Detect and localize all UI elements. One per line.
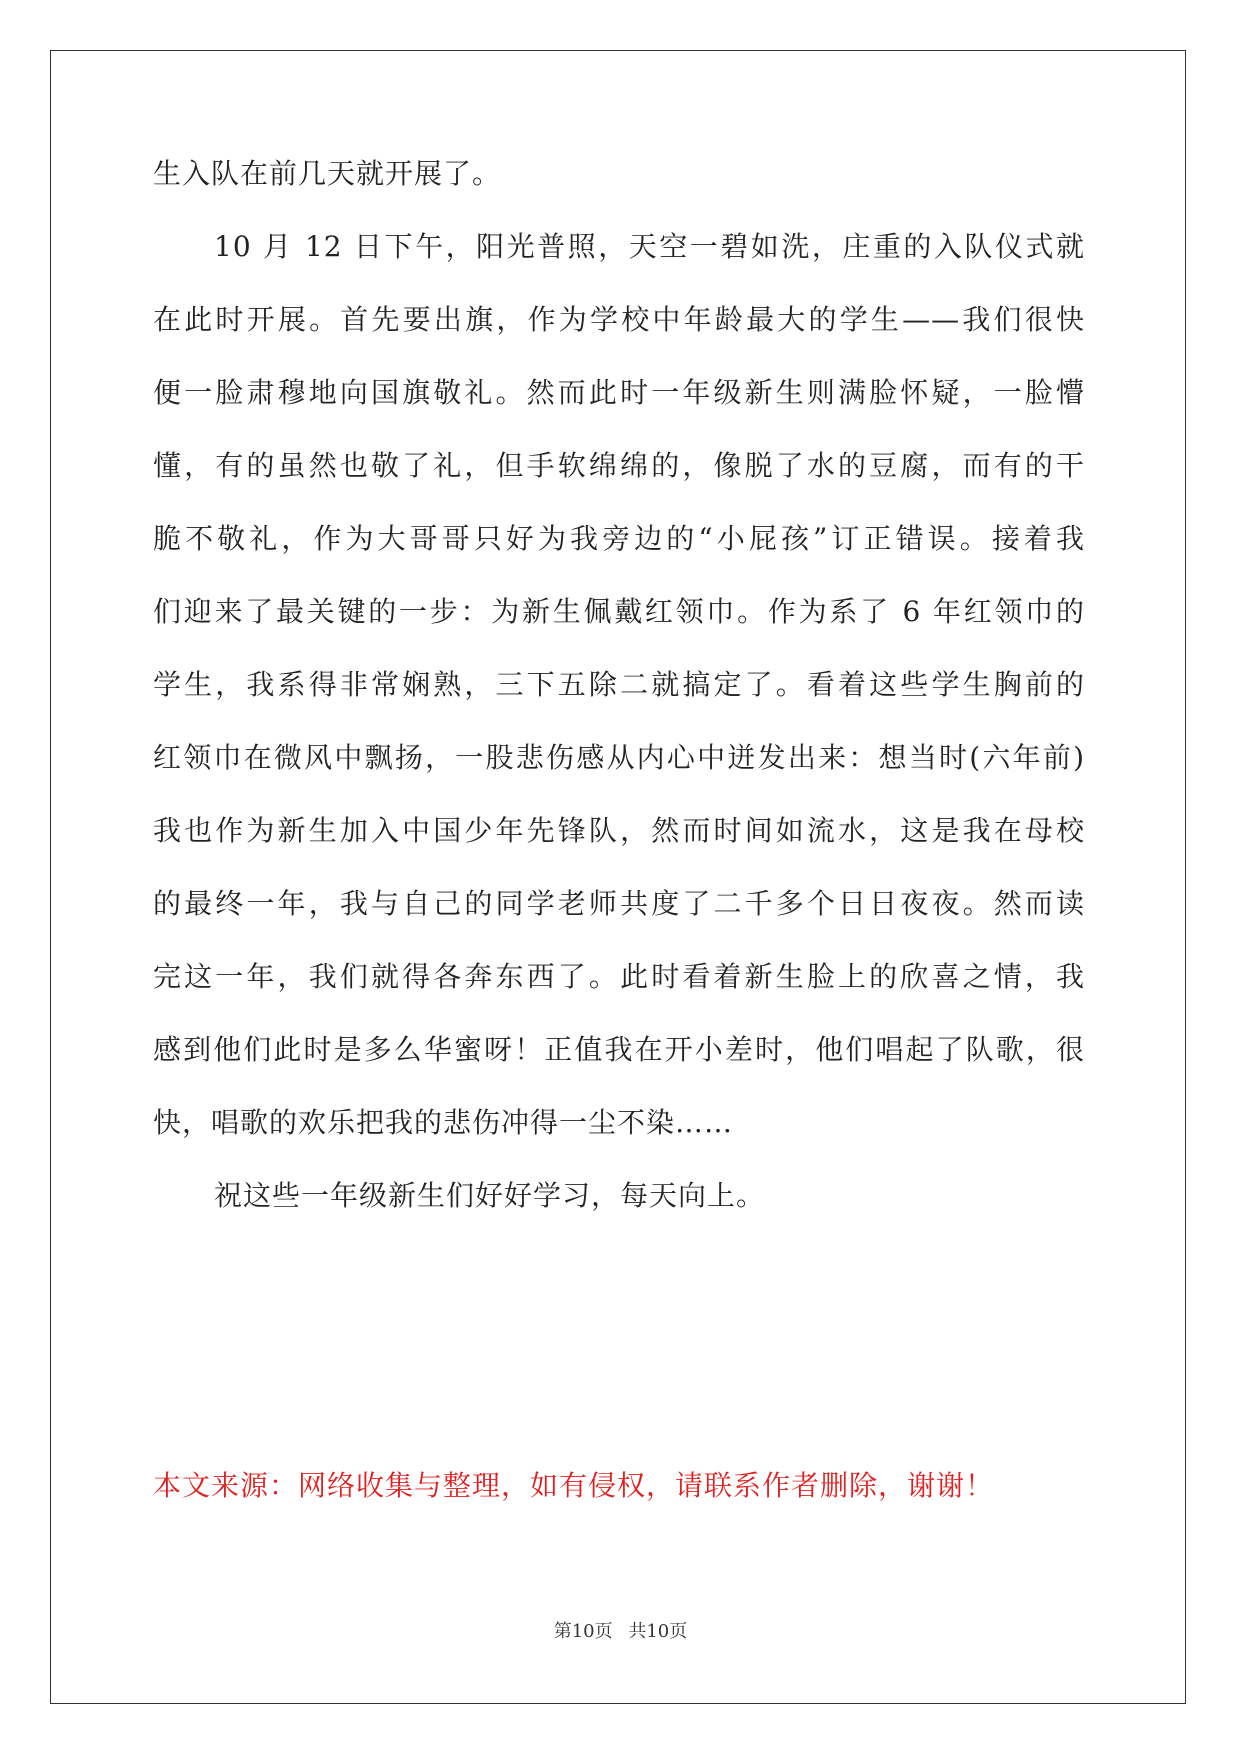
paragraph-2-line-12: 感到他们此时是多么华蜜呀！正值我在开小差时，他们唱起了队歌，很: [153, 1033, 1085, 1066]
paragraph-2-line-2: 在此时开展。首先要出旗，作为学校中年龄最大的学生——我们很快: [153, 303, 1085, 336]
page-border: [50, 50, 1186, 1704]
paragraph-2-line-10: 的最终一年，我与自己的同学老师共度了二千多个日日夜夜。然而读: [153, 887, 1085, 920]
paragraph-1-line-1: 生入队在前几天就开展了。: [153, 157, 502, 190]
paragraph-2-line-1: 10 月 12 日下午，阳光普照，天空一碧如洗，庄重的入队仪式就: [214, 230, 1085, 263]
paragraph-2-line-6: 们迎来了最关键的一步：为新生佩戴红领巾。作为系了 6 年红领巾的: [153, 595, 1085, 628]
paragraph-2-line-8: 红领巾在微风中飘扬，一股悲伤感从内心中迸发出来：想当时(六年前): [153, 741, 1085, 774]
paragraph-2-line-4: 懂，有的虽然也敬了礼，但手软绵绵的，像脱了水的豆腐，而有的干: [153, 449, 1085, 482]
source-note: 本文来源：网络收集与整理，如有侵权，请联系作者删除，谢谢！: [153, 1469, 995, 1502]
paragraph-2-line-7: 学生，我系得非常娴熟，三下五除二就搞定了。看着这些学生胸前的: [153, 668, 1085, 701]
paragraph-2-line-13: 快，唱歌的欢乐把我的悲伤冲得一尘不染……: [153, 1106, 734, 1139]
paragraph-3-line-1: 祝这些一年级新生们好好学习，每天向上。: [214, 1179, 766, 1212]
paragraph-2-line-3: 便一脸肃穆地向国旗敬礼。然而此时一年级新生则满脸怀疑，一脸懵: [153, 376, 1085, 409]
paragraph-2-line-9: 我也作为新生加入中国少年先锋队，然而时间如流水，这是我在母校: [153, 814, 1085, 847]
page-footer: 第10页 共10页: [553, 1621, 688, 1642]
paragraph-2-line-5: 脆不敬礼，作为大哥哥只好为我旁边的“小屁孩”订正错误。接着我: [153, 522, 1085, 555]
paragraph-2-line-11: 完这一年，我们就得各奔东西了。此时看着新生脸上的欣喜之情，我: [153, 960, 1085, 993]
